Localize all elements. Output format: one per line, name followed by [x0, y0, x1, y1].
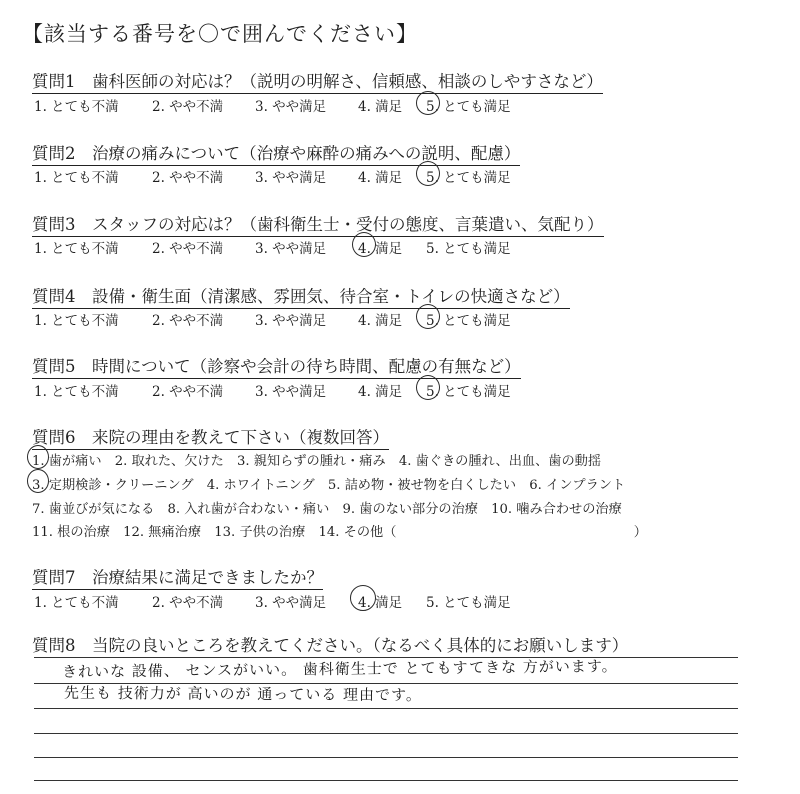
answer-line-5: [34, 757, 738, 758]
q4-option-2[interactable]: 2. やや不満: [152, 313, 224, 329]
q6-option-row-4[interactable]: 11. 根の治療 12. 無痛治療 13. 子供の治療 14. その他（ ）: [32, 525, 647, 540]
q4-option-5[interactable]: 5. とても満足: [426, 313, 511, 329]
q6-option-row-3[interactable]: 7. 歯並びが気になる 8. 入れ歯が合わない・痛い 9. 歯のない部分の治療 10. 噛み合わせの治療: [32, 502, 622, 517]
q4-option-3[interactable]: 3. やや満足: [255, 313, 327, 329]
q2-option-2[interactable]: 2. やや不満: [152, 170, 224, 186]
question-7-options: [34, 591, 511, 611]
q7-option-1[interactable]: 1. とても不満: [34, 595, 119, 611]
question-6-title: 質問6 来院の理由を教えて下さい（複数回答）: [32, 424, 389, 450]
q1-option-5[interactable]: 5. とても満足: [426, 99, 511, 115]
q1-option-3[interactable]: 3. やや満足: [255, 99, 327, 115]
q2-option-1[interactable]: 1. とても不満: [34, 170, 119, 186]
q6-option-row-2[interactable]: 3. 定期検診・クリーニング 4. ホワイトニング 5. 詰め物・被せ物を白くしたい 6. インプラント: [32, 478, 626, 493]
q4-selection-circle: [416, 304, 440, 329]
answer-line-4: [34, 733, 738, 734]
q5-option-1[interactable]: 1. とても不満: [34, 384, 119, 400]
question-8-title: 質問8 当院の良いところを教えてください。（なるべく具体的にお願いします）: [32, 636, 629, 655]
question-2-title: 質問2 治療の痛みについて（治療や麻酔の痛みへの説明、配慮）: [32, 140, 520, 166]
q1-option-2[interactable]: 2. やや不満: [152, 99, 224, 115]
q7-selection-circle: [350, 585, 376, 611]
q5-option-5[interactable]: 5. とても満足: [426, 384, 511, 400]
question-7-title: 質問7 治療結果に満足できましたか？: [32, 564, 323, 590]
q4-option-1[interactable]: 1. とても不満: [34, 313, 119, 329]
q2-option-3[interactable]: 3. やや満足: [255, 170, 327, 186]
q6-option-row-1[interactable]: 1. 歯が痛い 2. 取れた、欠けた 3. 親知らずの腫れ・痛み 4. 歯ぐきの腫れ、出血、歯の動揺: [32, 454, 602, 469]
q3-selection-circle: [352, 232, 376, 257]
q7-option-5[interactable]: 5. とても満足: [426, 595, 511, 611]
handwritten-answer-line-2[interactable]: 先生も 技術力が 高いのが 通っている 理由です。: [63, 683, 422, 705]
handwritten-answer-line-1[interactable]: きれいな 設備、 センスがいい。 歯科衛生士で とてもすてきな 方がいます。: [61, 657, 618, 681]
q2-option-4[interactable]: 4. 満足: [358, 170, 403, 186]
q3-option-5[interactable]: 5. とても満足: [426, 241, 511, 257]
question-4-title: 質問4 設備・衛生面（清潔感、雰囲気、待合室・トイレの快適さなど）: [32, 283, 570, 309]
q7-option-4[interactable]: 4. 満足: [358, 595, 403, 611]
q2-selection-circle: [416, 161, 440, 186]
q3-option-1[interactable]: 1. とても不満: [34, 241, 119, 257]
q3-option-4[interactable]: 4. 満足: [358, 241, 403, 257]
q6-selection-circle-3: [27, 469, 49, 493]
q7-option-2[interactable]: 2. やや不満: [152, 595, 224, 611]
q5-option-4[interactable]: 4. 満足: [358, 384, 403, 400]
q7-option-3[interactable]: 3. やや満足: [255, 595, 327, 611]
q3-option-3[interactable]: 3. やや満足: [255, 241, 327, 257]
question-5-title: 質問5 時間について（診察や会計の待ち時間、配慮の有無など）: [32, 353, 521, 379]
q1-option-4[interactable]: 4. 満足: [358, 99, 403, 115]
answer-line-6: [34, 780, 738, 781]
q5-option-3[interactable]: 3. やや満足: [255, 384, 327, 400]
question-3-title: 質問3 スタッフの対応は？（歯科衛生士・受付の態度、言葉遣い、気配り）: [32, 211, 604, 237]
question-1-title: 質問1 歯科医師の対応は？（説明の明解さ、信頼感、相談のしやすさなど）: [32, 68, 603, 94]
q4-option-4[interactable]: 4. 満足: [358, 313, 403, 329]
page-heading: 【該当する番号を〇で囲んでください】: [22, 22, 418, 46]
q1-option-1[interactable]: 1. とても不満: [34, 99, 119, 115]
q5-option-2[interactable]: 2. やや不満: [152, 384, 224, 400]
q2-option-5[interactable]: 5. とても満足: [426, 170, 511, 186]
q5-selection-circle: [416, 375, 440, 400]
q6-selection-circle-1: [27, 445, 49, 469]
question-3-options: [34, 237, 511, 257]
answer-line-3: [34, 708, 738, 709]
q1-selection-circle: [416, 91, 440, 115]
q3-option-2[interactable]: 2. やや不満: [152, 241, 224, 257]
